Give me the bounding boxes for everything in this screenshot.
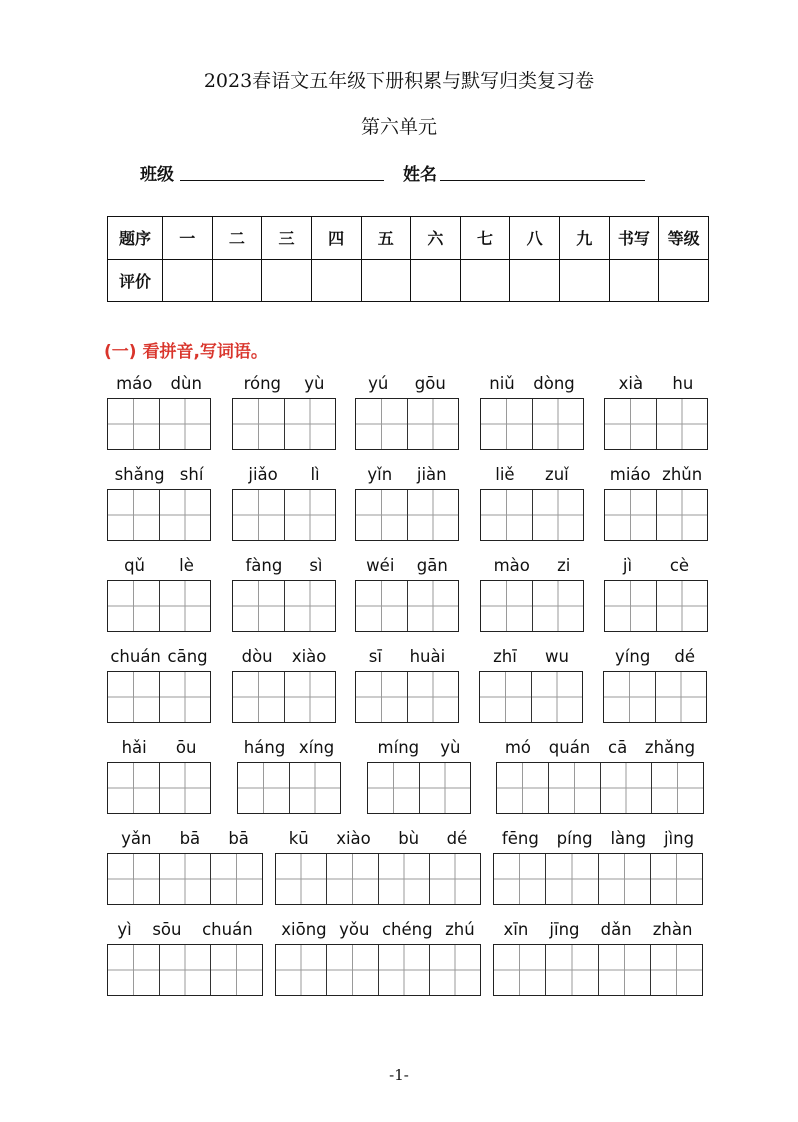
tianzige-cell[interactable] xyxy=(497,763,548,813)
tianzige-cell[interactable] xyxy=(233,672,284,722)
eval-cell-2[interactable] xyxy=(212,259,262,302)
score-col-1: 一 xyxy=(163,217,213,260)
writing-grid xyxy=(604,489,708,541)
writing-grid xyxy=(367,762,471,814)
class-label: 班级 xyxy=(140,165,174,185)
document-title: 2023春语文五年级下册积累与默写归类复习卷 xyxy=(203,70,595,92)
tianzige-cell[interactable] xyxy=(532,490,584,540)
writing-grid xyxy=(107,762,211,814)
pinyin-syllable: miáo xyxy=(609,465,651,484)
pinyin-syllable: jīng xyxy=(549,920,580,939)
pinyin-syllable: ōu xyxy=(175,738,197,757)
tianzige-cell[interactable] xyxy=(368,763,419,813)
writing-grid xyxy=(232,489,336,541)
page-number: -1- xyxy=(389,1066,409,1084)
score-table xyxy=(107,216,709,302)
tianzige-cell[interactable] xyxy=(605,399,656,449)
pinyin-label xyxy=(107,553,211,575)
pinyin-label xyxy=(275,917,481,939)
tianzige-cell[interactable] xyxy=(159,490,211,540)
pinyin-syllable: jiǎo xyxy=(248,465,278,484)
pinyin-syllable: sōu xyxy=(152,920,182,939)
pinyin-label xyxy=(604,371,708,393)
writing-grid xyxy=(107,489,211,541)
pinyin-syllable: yú xyxy=(368,374,389,393)
eval-cell-6[interactable] xyxy=(411,259,461,302)
pinyin-label xyxy=(275,826,481,848)
score-col-3: 三 xyxy=(262,217,312,260)
tianzige-cell[interactable] xyxy=(604,672,655,722)
eval-cell-grade[interactable] xyxy=(659,259,709,302)
eval-cell-3[interactable] xyxy=(262,259,312,302)
pinyin-label xyxy=(232,644,336,666)
pinyin-label xyxy=(480,462,584,484)
name-blank[interactable] xyxy=(440,180,645,181)
writing-grid xyxy=(355,580,459,632)
pinyin-syllable: xiào xyxy=(336,829,371,848)
pinyin-syllable: làng xyxy=(610,829,647,848)
pinyin-label xyxy=(107,644,211,666)
pinyin-label xyxy=(604,553,708,575)
tianzige-cell[interactable] xyxy=(531,672,583,722)
tianzige-cell[interactable] xyxy=(407,399,459,449)
tianzige-cell[interactable] xyxy=(419,763,471,813)
pinyin-syllable: hu xyxy=(672,374,694,393)
tianzige-cell[interactable] xyxy=(656,399,708,449)
unit-subtitle: 第六单元 xyxy=(360,116,437,138)
tianzige-cell[interactable] xyxy=(356,490,407,540)
pinyin-syllable: bā xyxy=(179,829,201,848)
writing-grid xyxy=(232,671,336,723)
pinyin-label xyxy=(237,735,341,757)
pinyin-label xyxy=(493,917,703,939)
writing-grid xyxy=(355,398,459,450)
pinyin-syllable: cāng xyxy=(167,647,208,666)
tianzige-cell[interactable] xyxy=(651,763,703,813)
tianzige-cell[interactable] xyxy=(159,763,211,813)
pinyin-syllable: dòu xyxy=(241,647,273,666)
writing-grid xyxy=(107,944,263,996)
tianzige-cell[interactable] xyxy=(481,399,532,449)
pinyin-syllable: jiàn xyxy=(416,465,447,484)
eval-cell-5[interactable] xyxy=(361,259,411,302)
writing-grid xyxy=(604,580,708,632)
tianzige-cell[interactable] xyxy=(378,945,429,995)
tianzige-cell[interactable] xyxy=(159,854,211,904)
tianzige-cell[interactable] xyxy=(238,763,289,813)
pinyin-syllable: shǎng xyxy=(114,465,165,484)
writing-grid xyxy=(480,398,584,450)
tianzige-cell[interactable] xyxy=(378,854,429,904)
pinyin-syllable: cā xyxy=(608,738,628,757)
pinyin-label xyxy=(355,553,459,575)
pinyin-syllable: xiōng xyxy=(281,920,327,939)
writing-grid xyxy=(275,944,481,996)
tianzige-cell[interactable] xyxy=(605,490,656,540)
tianzige-cell[interactable] xyxy=(600,763,652,813)
tianzige-cell[interactable] xyxy=(598,854,650,904)
tianzige-cell[interactable] xyxy=(481,490,532,540)
pinyin-syllable: zuǐ xyxy=(545,465,569,484)
tianzige-cell[interactable] xyxy=(356,399,407,449)
pinyin-syllable: bù xyxy=(398,829,420,848)
pinyin-syllable: háng xyxy=(243,738,286,757)
pinyin-label xyxy=(232,462,336,484)
eval-cell-8[interactable] xyxy=(510,259,560,302)
pinyin-syllable: bā xyxy=(228,829,249,848)
pinyin-syllable: zi xyxy=(557,556,571,575)
writing-grid xyxy=(479,671,583,723)
score-col-6: 六 xyxy=(411,217,461,260)
score-col-9: 九 xyxy=(560,217,610,260)
writing-grid xyxy=(493,853,703,905)
tianzige-cell[interactable] xyxy=(494,945,545,995)
tianzige-cell[interactable] xyxy=(494,854,545,904)
tianzige-cell[interactable] xyxy=(429,945,480,995)
writing-grid xyxy=(237,762,341,814)
score-col-5: 五 xyxy=(361,217,411,260)
tianzige-cell[interactable] xyxy=(108,945,159,995)
tianzige-cell[interactable] xyxy=(605,581,656,631)
pinyin-syllable: píng xyxy=(556,829,593,848)
pinyin-syllable: yì xyxy=(117,920,132,939)
pinyin-syllable: yù xyxy=(304,374,325,393)
pinyin-syllable: dé xyxy=(446,829,468,848)
name-label: 姓名 xyxy=(403,165,437,185)
tianzige-cell[interactable] xyxy=(356,581,407,631)
pinyin-syllable: míng xyxy=(377,738,420,757)
pinyin-syllable: liě xyxy=(495,465,515,484)
tianzige-cell[interactable] xyxy=(407,490,459,540)
pinyin-syllable: yǒu xyxy=(339,920,370,939)
tianzige-cell[interactable] xyxy=(650,854,702,904)
writing-grid xyxy=(603,671,707,723)
tianzige-cell[interactable] xyxy=(276,945,326,995)
tianzige-cell[interactable] xyxy=(545,945,597,995)
pinyin-syllable: dé xyxy=(674,647,695,666)
pinyin-syllable: niǔ xyxy=(489,374,515,393)
pinyin-syllable: fēng xyxy=(501,829,539,848)
score-col-4: 四 xyxy=(311,217,361,260)
pinyin-syllable: zhú xyxy=(445,920,475,939)
tianzige-cell[interactable] xyxy=(655,672,707,722)
writing-grid xyxy=(107,398,211,450)
pinyin-syllable: kū xyxy=(288,829,309,848)
pinyin-syllable: gān xyxy=(416,556,448,575)
tianzige-cell[interactable] xyxy=(289,763,341,813)
pinyin-label xyxy=(107,462,211,484)
pinyin-syllable: dǎn xyxy=(600,920,632,939)
pinyin-label xyxy=(479,644,583,666)
pinyin-syllable: zhī xyxy=(493,647,517,666)
pinyin-syllable: xíng xyxy=(298,738,335,757)
tianzige-cell[interactable] xyxy=(532,399,584,449)
pinyin-syllable: hǎi xyxy=(121,738,147,757)
tianzige-cell[interactable] xyxy=(407,581,459,631)
tianzige-cell[interactable] xyxy=(108,763,159,813)
tianzige-cell[interactable] xyxy=(233,490,284,540)
pinyin-syllable: lì xyxy=(310,465,320,484)
eval-cell-9[interactable] xyxy=(560,259,610,302)
evaluation-label: 评价 xyxy=(108,259,163,302)
tianzige-cell[interactable] xyxy=(210,854,262,904)
pinyin-label xyxy=(493,826,703,848)
pinyin-syllable: mó xyxy=(504,738,532,757)
tianzige-cell[interactable] xyxy=(108,490,159,540)
score-col-7: 七 xyxy=(460,217,510,260)
tianzige-cell[interactable] xyxy=(108,672,159,722)
pinyin-syllable: xià xyxy=(618,374,644,393)
tianzige-cell[interactable] xyxy=(481,581,532,631)
pinyin-syllable: wéi xyxy=(366,556,395,575)
tianzige-cell[interactable] xyxy=(108,399,159,449)
writing-grid xyxy=(232,398,336,450)
tianzige-cell[interactable] xyxy=(284,672,336,722)
tianzige-cell[interactable] xyxy=(326,945,377,995)
tianzige-cell[interactable] xyxy=(545,854,597,904)
writing-grid xyxy=(355,489,459,541)
tianzige-cell[interactable] xyxy=(598,945,650,995)
tianzige-cell[interactable] xyxy=(356,672,407,722)
writing-grid xyxy=(480,489,584,541)
pinyin-label xyxy=(232,371,336,393)
pinyin-label xyxy=(603,644,707,666)
pinyin-syllable: máo xyxy=(116,374,153,393)
score-eval-row xyxy=(108,259,709,302)
eval-cell-1[interactable] xyxy=(163,259,213,302)
pinyin-syllable: yǐn xyxy=(367,465,393,484)
eval-cell-7[interactable] xyxy=(460,259,510,302)
tianzige-cell[interactable] xyxy=(159,399,211,449)
eval-cell-4[interactable] xyxy=(311,259,361,302)
pinyin-syllable: qǔ xyxy=(124,556,146,575)
writing-grid xyxy=(107,671,211,723)
pinyin-syllable: zhǔn xyxy=(662,465,703,484)
tianzige-cell[interactable] xyxy=(233,399,284,449)
pinyin-syllable: zhǎng xyxy=(644,738,696,757)
tianzige-cell[interactable] xyxy=(284,490,336,540)
score-col-8: 八 xyxy=(510,217,560,260)
tianzige-cell[interactable] xyxy=(159,672,211,722)
pinyin-syllable: yǎn xyxy=(121,829,152,848)
pinyin-syllable: jì xyxy=(622,556,633,575)
order-label: 题序 xyxy=(108,217,163,260)
pinyin-label xyxy=(107,917,263,939)
writing-grid xyxy=(275,853,481,905)
pinyin-label xyxy=(604,462,708,484)
pinyin-label xyxy=(355,371,459,393)
pinyin-syllable: shí xyxy=(179,465,204,484)
tianzige-cell[interactable] xyxy=(284,399,336,449)
pinyin-syllable: lè xyxy=(179,556,194,575)
tianzige-cell[interactable] xyxy=(276,854,326,904)
pinyin-syllable: jìng xyxy=(663,829,695,848)
score-header-row xyxy=(108,217,709,260)
pinyin-syllable: chéng xyxy=(381,920,433,939)
pinyin-label xyxy=(107,371,211,393)
writing-grid xyxy=(107,580,211,632)
writing-grid xyxy=(493,944,703,996)
pinyin-label xyxy=(355,462,459,484)
pinyin-syllable: dùn xyxy=(170,374,202,393)
pinyin-syllable: cè xyxy=(669,556,690,575)
eval-cell-writing[interactable] xyxy=(609,259,659,302)
student-info-row xyxy=(0,160,798,186)
tianzige-cell[interactable] xyxy=(159,945,211,995)
pinyin-label xyxy=(355,644,459,666)
tianzige-cell[interactable] xyxy=(108,854,159,904)
pinyin-label xyxy=(232,553,336,575)
writing-grid xyxy=(355,671,459,723)
pinyin-syllable: dòng xyxy=(533,374,575,393)
tianzige-cell[interactable] xyxy=(407,672,459,722)
writing-grid xyxy=(496,762,704,814)
pinyin-syllable: gōu xyxy=(414,374,446,393)
tianzige-cell[interactable] xyxy=(532,581,584,631)
pinyin-syllable: yíng xyxy=(615,647,651,666)
pinyin-syllable: xiào xyxy=(291,647,327,666)
pinyin-syllable: zhàn xyxy=(652,920,693,939)
score-col-grade: 等级 xyxy=(659,217,709,260)
pinyin-label xyxy=(367,735,471,757)
pinyin-syllable: chuán xyxy=(202,920,253,939)
tianzige-cell[interactable] xyxy=(108,581,159,631)
class-blank[interactable] xyxy=(180,180,384,181)
writing-grid xyxy=(232,580,336,632)
tianzige-cell[interactable] xyxy=(233,581,284,631)
tianzige-cell[interactable] xyxy=(650,945,702,995)
score-col-2: 二 xyxy=(212,217,262,260)
writing-grid xyxy=(107,853,263,905)
pinyin-syllable: chuán xyxy=(110,647,161,666)
pinyin-syllable: sī xyxy=(368,647,382,666)
pinyin-label xyxy=(107,735,211,757)
pinyin-syllable: quán xyxy=(548,738,591,757)
pinyin-syllable: róng xyxy=(243,374,282,393)
pinyin-syllable: wu xyxy=(544,647,569,666)
writing-grid xyxy=(604,398,708,450)
section-heading: (一) 看拼音,写词语。 xyxy=(104,342,268,362)
pinyin-label xyxy=(107,826,263,848)
writing-grid xyxy=(480,580,584,632)
pinyin-label xyxy=(480,371,584,393)
tianzige-cell[interactable] xyxy=(326,854,377,904)
score-col-writing: 书写 xyxy=(609,217,659,260)
tianzige-cell[interactable] xyxy=(210,945,262,995)
tianzige-cell[interactable] xyxy=(548,763,600,813)
pinyin-syllable: xīn xyxy=(503,920,529,939)
pinyin-syllable: mào xyxy=(493,556,530,575)
pinyin-label xyxy=(480,553,584,575)
tianzige-cell[interactable] xyxy=(429,854,480,904)
tianzige-cell[interactable] xyxy=(656,581,708,631)
tianzige-cell[interactable] xyxy=(656,490,708,540)
tianzige-cell[interactable] xyxy=(159,581,211,631)
pinyin-syllable: fàng xyxy=(245,556,283,575)
pinyin-syllable: yù xyxy=(440,738,461,757)
pinyin-syllable: huài xyxy=(409,647,446,666)
pinyin-label xyxy=(496,735,704,757)
tianzige-cell[interactable] xyxy=(480,672,531,722)
pinyin-syllable: sì xyxy=(309,556,323,575)
tianzige-cell[interactable] xyxy=(284,581,336,631)
